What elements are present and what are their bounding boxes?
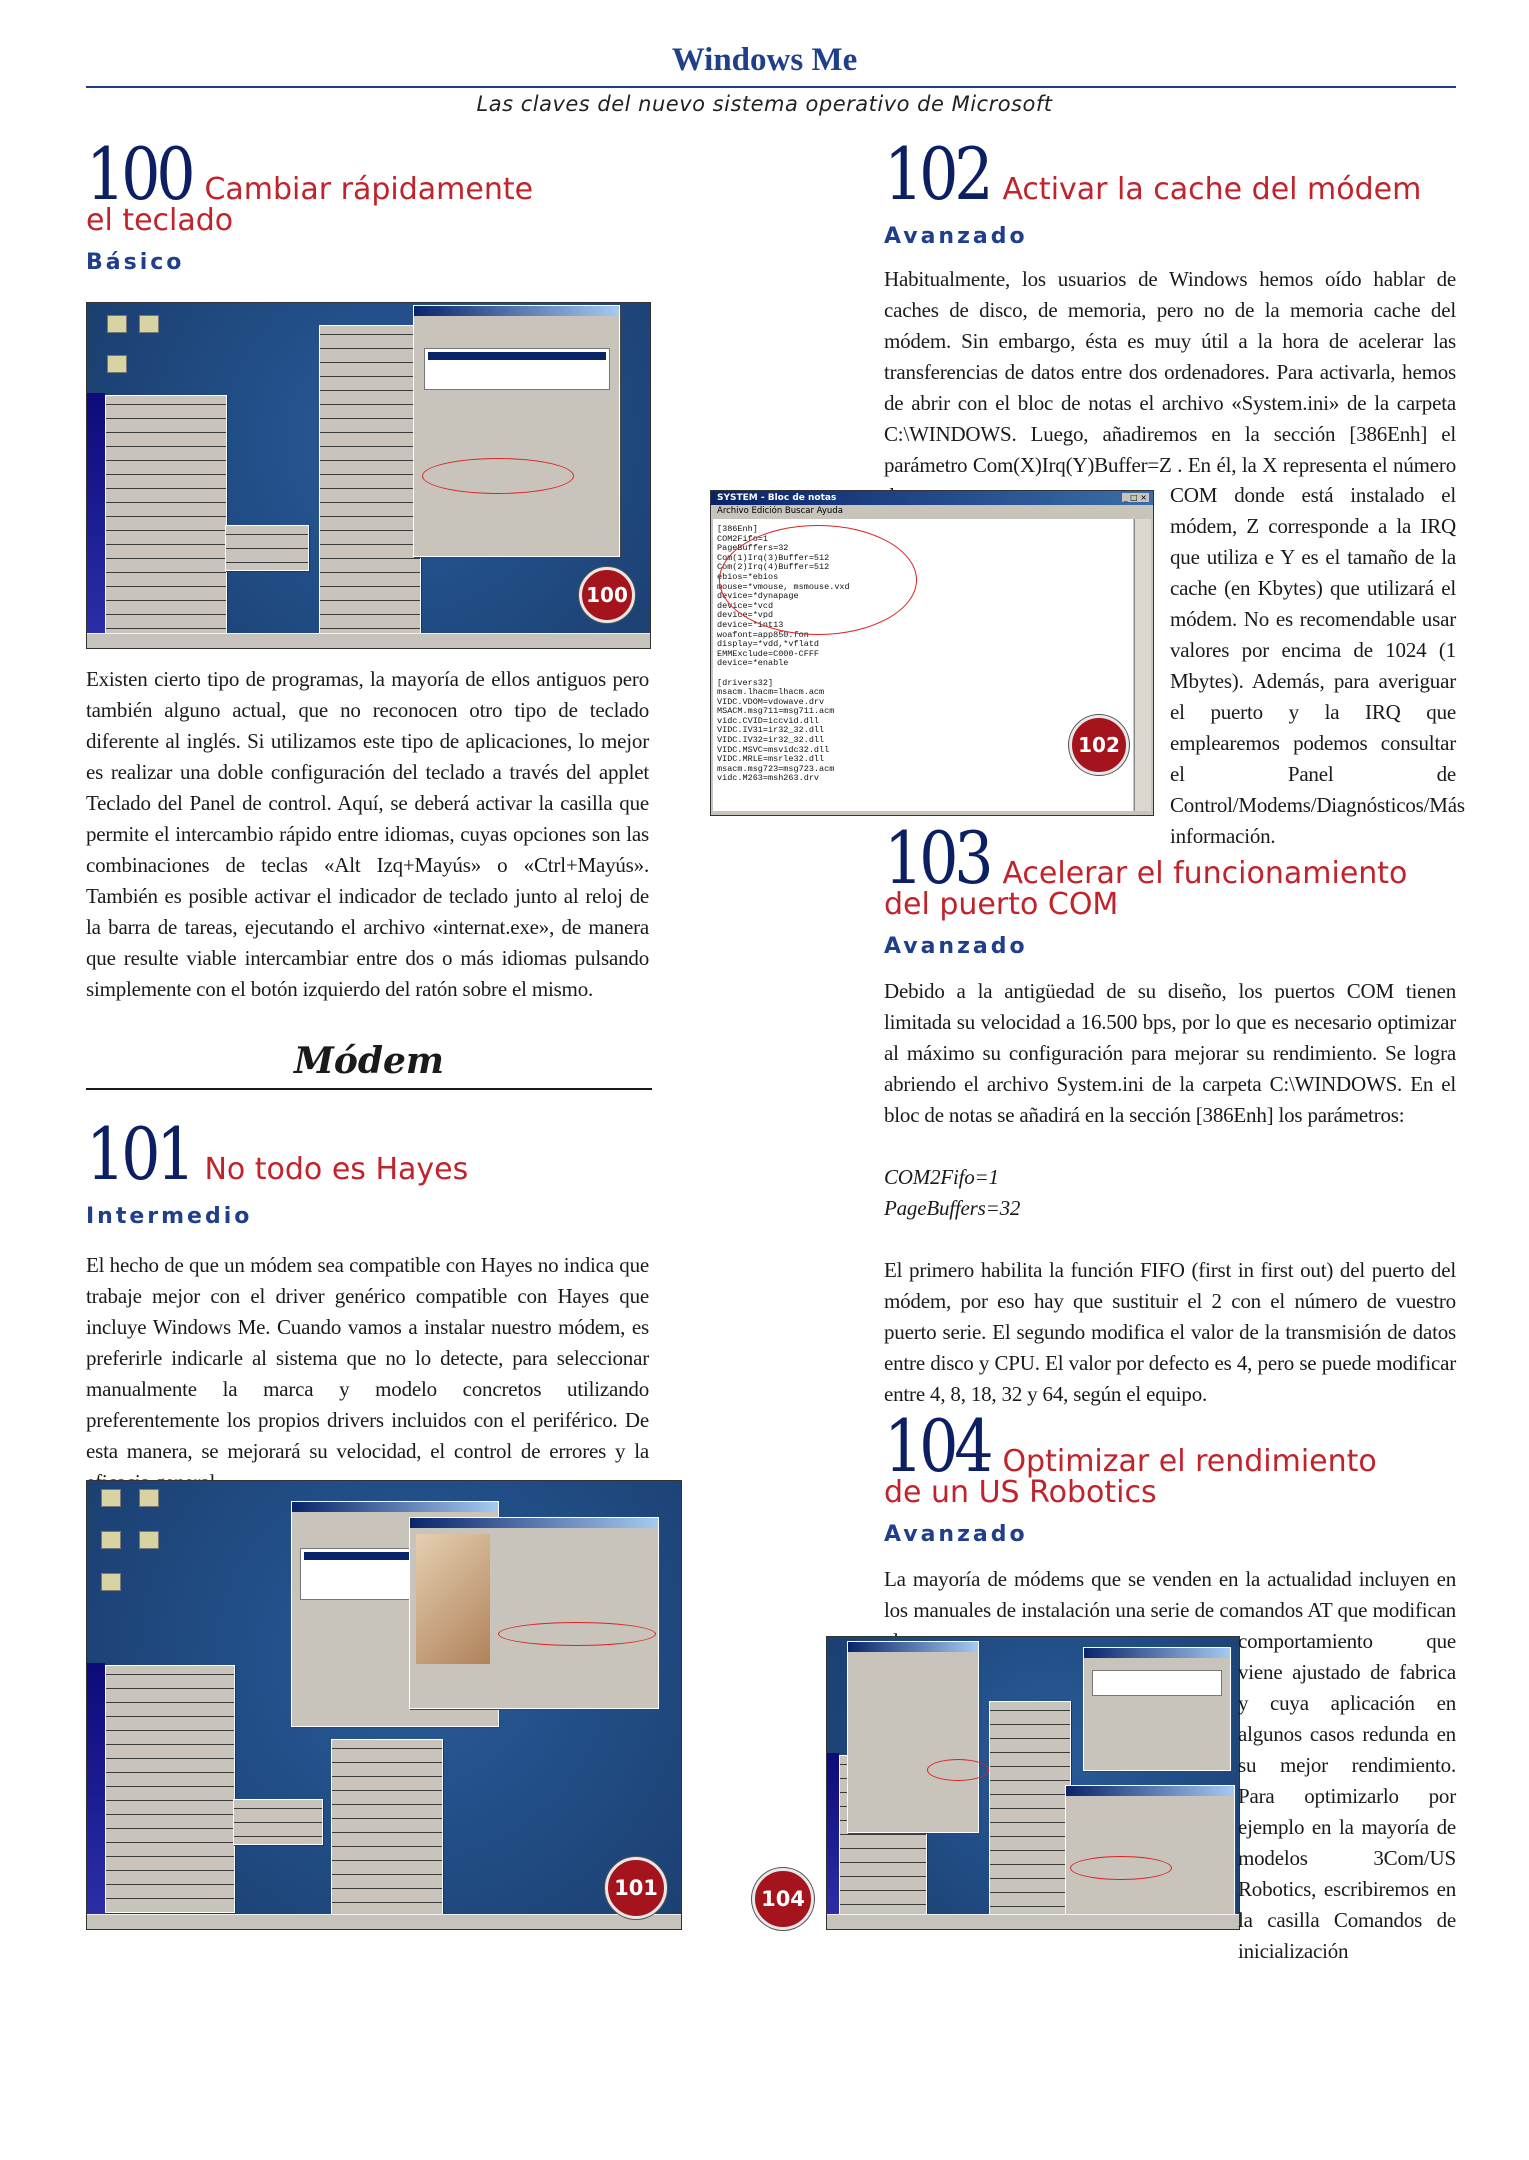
advanced-settings-window	[1065, 1785, 1235, 1921]
section-103-heading	[884, 816, 1456, 922]
code-line: COM2Fifo=1	[884, 1165, 999, 1189]
scrollbar[interactable]	[1134, 519, 1151, 811]
install-modem-wizard	[409, 1517, 659, 1709]
level-label: Avanzado	[884, 1522, 1028, 1547]
screenshot-modem-init-commands	[826, 1636, 1240, 1930]
desktop-icon	[139, 1489, 159, 1507]
section-number: 101	[86, 1112, 192, 1196]
body-text: Existen cierto tipo de programas, la mayoría de ellos antiguos pero también alguno actual, que no reconocen otro tipo de teclado diferente al inglés. Si utilizamos este tipo de aplicaciones, lo mejor es realizar una doble configuración del teclado a través del applet Teclado del Panel de control. Aquí, se deberá activar la casilla que permite el intercambio rápido entre idiomas, cuyas opciones son las combinaciones de teclas «Alt Izq+Mayús» o «Ctrl+Mayús». También es posible activar el indicador de teclado junto al reloj de la barra de tareas, ejecutando el archivo «internat.exe», de manera que resulte viable intercambiar entre dos o más idiomas pulsando simplemente con el botón izquierdo del ratón sobre el mismo.	[86, 667, 649, 1001]
modem-settings-window	[847, 1641, 979, 1833]
section-number: 100	[86, 132, 192, 216]
section-102	[884, 132, 1456, 249]
section-title: Cambiar rápidamente	[204, 172, 534, 207]
settings-submenu	[225, 525, 309, 571]
section-102-body-top	[884, 264, 1456, 512]
programs-submenu	[319, 325, 421, 635]
level-label: Intermedio	[86, 1204, 253, 1229]
keyboard-properties-window	[413, 305, 620, 557]
highlight-oval	[927, 1759, 989, 1781]
running-header-title: Windows Me	[671, 42, 858, 78]
body-text: COM donde está instalado el módem, Z corresponde a la IRQ que utiliza e Y es el tamaño de la cache (en Kbytes) que utilizará el módem. No es recomendable usar valores por encima de 1024 (1 Mbytes). Además, para averiguar el puerto y la IRQ que emplearemos podemos consultar el Panel de Control/Modems/Diagnósticos/Más información.	[1170, 483, 1465, 848]
desktop-icon	[101, 1489, 121, 1507]
section-100-heading	[86, 132, 652, 238]
figure-badge: 104	[752, 1868, 814, 1930]
start-menu-banner	[87, 393, 105, 634]
desktop-icon	[139, 315, 159, 333]
category-heading: Módem	[293, 1040, 445, 1082]
desktop-icon	[101, 1531, 121, 1549]
body-text: Habitualmente, los usuarios de Windows hemos oído hablar de caches de disco, de memoria, pero no de la memoria cache del módem. Sin embargo, ésta es muy útil a la hora de acelerar las transferencias de datos entre dos ordenadores. Para activarla, hemos de abrir con el bloc de notas el archivo «System.ini» de la carpeta C:\WINDOWS. Luego, añadiremos en la sección [386Enh] el parámetro Com(X)Irq(Y)Buffer=Z . En él, la X representa el número	[884, 267, 1456, 477]
section-title: Optimizar el rendimiento	[1002, 1444, 1377, 1479]
figure-badge: 101	[605, 1857, 667, 1919]
level-label: Avanzado	[884, 224, 1028, 249]
body-text: La mayoría de módems que se venden en la actualidad incluyen en los manuales de instalación una serie de comandos AT que modifican	[884, 1567, 1456, 1622]
control-panel-submenu	[331, 1739, 443, 1915]
section-title-line2: del puerto COM	[884, 887, 1119, 922]
programs-submenu	[989, 1701, 1071, 1921]
figure-badge: 100	[579, 567, 635, 623]
section-100-body	[86, 664, 649, 1005]
modem-properties-window	[1083, 1647, 1231, 1771]
start-menu-banner	[87, 1663, 105, 1915]
taskbar	[87, 1914, 681, 1929]
window-controls[interactable]: _ □ ×	[1123, 493, 1147, 502]
category-rule	[86, 1088, 652, 1090]
running-header-subtitle: Las claves del nuevo sistema operativo de Microsoft	[476, 92, 1053, 116]
notepad-content: [386Enh] COM2Fifo=1 PageBuffers=32 Com(1)Irq(3)Buffer=512 Com(2)Irq(4)Buffer=512 ebios=*ebios mouse=*vmouse, msmouse.vxd device=*dynapage device=*vcd device=*vpd device=*int13 woafont=app850.fon display=*vdd,*vflatd EMMExclude=C000-CFFF device=*enable [drivers32] msacm.lhacm=lhacm.acm VIDC.VDOM=vdowave.drv MSACM.msg711=msg711.acm vidc.CVID=iccvid.dll VIDC.IV31=ir32_32.dll VIDC.IV32=ir32_32.dll VIDC.MSVC=msvidc32.dll VIDC.MRLE=msrle32.dll msacm.msg723=msg723.acm vidc.M263=msh263.drv	[717, 524, 850, 784]
screenshot-notepad-system-ini	[710, 490, 1154, 816]
desktop-icon	[139, 1531, 159, 1549]
section-101-heading	[86, 1112, 652, 1196]
highlight-oval	[1070, 1856, 1172, 1880]
section-104-heading	[884, 1404, 1456, 1510]
section-title-line2: el teclado	[86, 203, 234, 238]
section-number: 102	[884, 132, 990, 216]
level-label: Avanzado	[884, 934, 1028, 959]
section-title-line2: de un US Robotics	[884, 1475, 1157, 1510]
highlight-oval	[719, 525, 917, 635]
code-line: PageBuffers=32	[884, 1196, 1021, 1220]
notepad-titlebar: SYSTEM - Bloc de notas	[711, 491, 1153, 505]
section-title: No todo es Hayes	[204, 1152, 469, 1187]
section-103	[884, 816, 1456, 959]
section-102-body-side	[1170, 480, 1465, 852]
start-menu	[105, 395, 227, 635]
body-text: El primero habilita la función FIFO (first in first out) del puerto del módem, por eso hay que sustituir el 2 con el número de vuestro puerto serie. El segundo modifica el valor de la transmisión de datos entre disco y CPU. El valor por defecto es 4, pero se puede modificar entre 4, 8, 18, 32 y 64, según el equipo.	[884, 1258, 1456, 1406]
language-list	[424, 348, 610, 390]
body-text: comportamiento que viene ajustado de fabrica y cuya aplicación en algunos casos redunda en su mejor rendimiento. Para optimizarlo por ejemplo en la mayoría de modelos 3Com/US Robotics, escribiremos en la casilla Comandos de inicialización	[1238, 1629, 1456, 1963]
section-102-heading	[884, 132, 1456, 216]
section-101	[86, 1112, 652, 1229]
section-number: 104	[884, 1404, 990, 1488]
header-rule	[86, 86, 1456, 88]
desktop-icon	[101, 1573, 121, 1591]
settings-submenu	[233, 1799, 323, 1845]
start-menu	[105, 1665, 235, 1913]
start-menu-banner	[827, 1753, 839, 1915]
section-number: 103	[884, 816, 990, 900]
taskbar	[827, 1914, 1239, 1929]
section-104	[884, 1404, 1456, 1547]
desktop-icon	[107, 315, 127, 333]
wizard-image	[416, 1534, 490, 1664]
screenshot-modem-install	[86, 1480, 682, 1930]
highlight-oval	[422, 458, 574, 494]
body-text: El hecho de que un módem sea compatible con Hayes no indica que trabaje mejor con el driver genérico compatible con Hayes que incluye Windows Me. Cuando vamos a instalar nuestro módem, es preferirle indicarle al sistema que no lo detecte, para seleccionar manualmente la marca y modelo concretos utilizando preferentemente los propios drivers incluidos con el periférico. De esta manera, se mejorará su velocidad, el control de errores y la	[86, 1253, 649, 1463]
section-101-body	[86, 1250, 649, 1498]
modem-list	[1092, 1670, 1222, 1696]
level-label: Básico	[86, 250, 185, 275]
desktop-icon	[107, 355, 127, 373]
section-100	[86, 132, 652, 275]
screenshot-keyboard-properties	[86, 302, 651, 649]
figure-badge: 102	[1069, 715, 1129, 775]
taskbar	[87, 633, 650, 648]
body-text: Debido a la antigüedad de su diseño, los puertos COM tienen limitada su velocidad a 16.500 bps, por lo que es necesario optimizar al máximo su configuración para mejorar su rendimiento. Se logra abriendo el archivo System.ini de la carpeta C:\WINDOWS. En el bloc de notas se añadirá en la sección [386Enh] los parámetros:	[884, 979, 1456, 1127]
highlight-oval	[498, 1622, 656, 1646]
section-title: Acelerar el funcionamiento	[1002, 856, 1408, 891]
section-104-body-side	[1238, 1626, 1456, 1967]
notepad-menubar[interactable]: Archivo Edición Buscar Ayuda	[717, 506, 843, 516]
section-title: Activar la cache del módem	[1002, 172, 1422, 207]
section-103-body	[884, 976, 1456, 1410]
